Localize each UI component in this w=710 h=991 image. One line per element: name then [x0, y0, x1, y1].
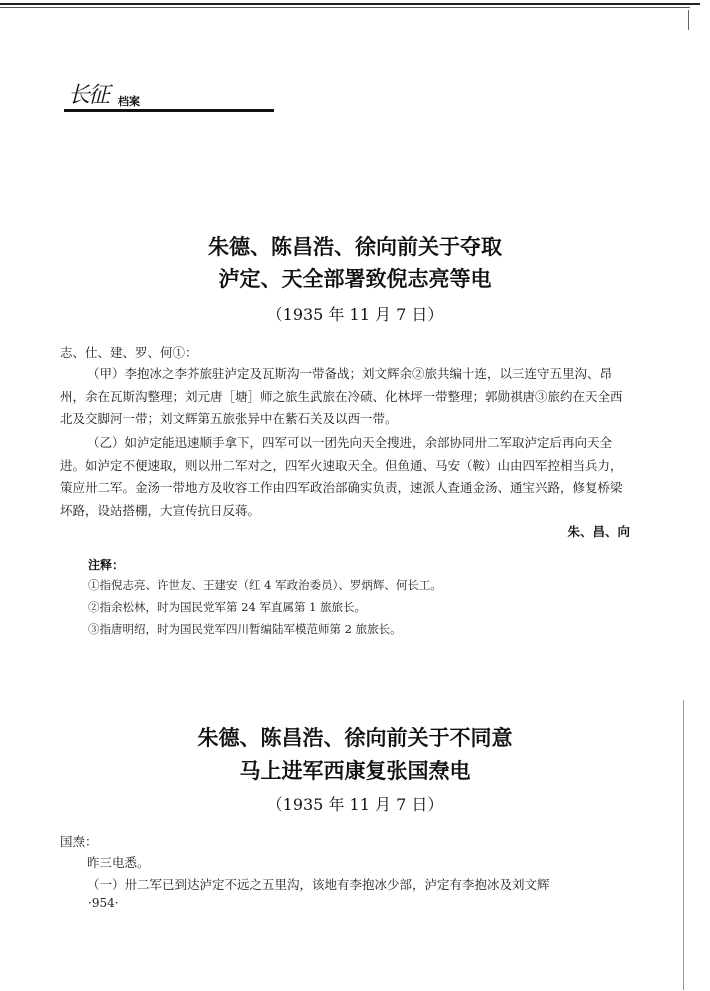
journal-logo: 长征: [68, 83, 109, 108]
page-number: ·954·: [88, 896, 119, 910]
edge-mark: [688, 10, 689, 30]
doc1-title-line2: 泸定、天全部署致倪志亮等电: [218, 267, 492, 291]
note-item: ①指倪志亮、许世友、王建安（红 4 军政治委员）、罗炳辉、何长工。: [88, 578, 442, 592]
doc1-paragraph-b: （乙）如泸定能迅速顺手拿下，四军可以一团先向天全搜进，余部协同卅二军取泸定后再向天全进。如泸定不便速取，则以卅二军对之，四军火速取天全。但鱼通、马安（鞍）山由四军控相当兵力，策应卅二军。金汤一带地方及收容工作由四军政治部确实负责，速派人查通金汤、通宝兴路，修复桥梁坏路，设站搭棚，大宣传抗日反蒋。: [60, 435, 623, 519]
note-item: ③指唐明绍，时为国民党军四川暂编陆军模范师第 2 旅旅长。: [88, 622, 402, 636]
top-rule: [0, 3, 700, 5]
notes-title: 注释：: [88, 558, 125, 572]
doc2-title-line2: 马上进军西康复张国焘电: [239, 759, 471, 783]
header-rule: [64, 109, 274, 112]
doc1-date: （1935 年 11 月 7 日）: [266, 305, 444, 324]
top-rule-thin: [0, 7, 690, 8]
doc1-paragraph-a: （甲）李抱冰之李芥旅驻泸定及瓦斯沟一带备战；刘文辉余②旅共编十连，以三连守五里沟、昂州，余在瓦斯沟整理；刘元唐［塘］师之旅生武旅在冷碛、化林坪一带整理；郭勋祺唐③旅约在天全西北及交脚河一带；刘文辉第五旅张异中在紫石关及以西一带。: [60, 366, 623, 427]
doc2-line2: （一）卅二军已到达泸定不远之五里沟，该地有李抱冰少部，泸定有李抱冰及刘文辉: [87, 877, 550, 892]
journal-label: 档案: [118, 95, 140, 108]
doc2-date: （1935 年 11 月 7 日）: [266, 795, 444, 814]
doc2-line1: 昨三电悉。: [87, 855, 150, 870]
doc1-title-line1: 朱德、陈昌浩、徐向前关于夺取: [208, 235, 502, 259]
doc1-salutation: 志、仕、建、罗、何①：: [60, 345, 198, 360]
doc2-title-line1: 朱德、陈昌浩、徐向前关于不同意: [197, 726, 513, 750]
doc2-salutation: 国焘：: [60, 834, 98, 849]
doc1-signature: 朱、昌、向: [567, 524, 630, 539]
note-item: ②指余松林，时为国民党军第 24 军直属第 1 旅旅长。: [88, 600, 367, 614]
